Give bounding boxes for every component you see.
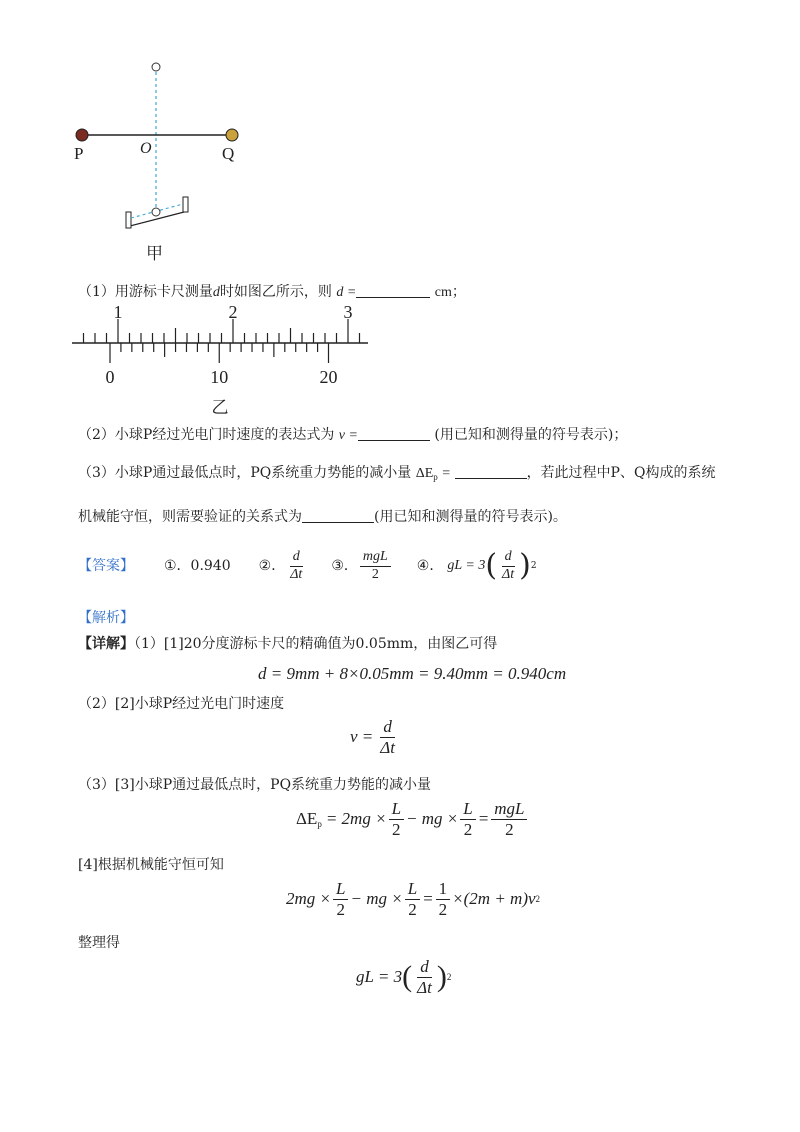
- figure-jia: [60, 55, 260, 275]
- q1-text-before: （1）用游标卡尺测量: [78, 284, 213, 300]
- label-q: Q: [222, 144, 235, 163]
- q1-answer-blank[interactable]: [356, 283, 430, 298]
- q1-lhs: d =: [336, 285, 357, 300]
- label-o: O: [140, 140, 152, 157]
- answer-2-label: ②．: [258, 558, 286, 574]
- answer-3-label: ③．: [331, 558, 358, 574]
- q4-answer-blank[interactable]: [302, 508, 374, 523]
- main-scale-label: 2: [228, 305, 238, 322]
- q3-line2: [78, 508, 567, 524]
- vernier-scale-label: 0: [105, 367, 115, 387]
- vernier-caliper: [70, 305, 380, 420]
- q3-text-before: （3）小球P通过最低点时，PQ系统重力势能的减小量: [78, 465, 412, 481]
- q3-line2-after: (用已知和测得量的符号表示)。: [374, 509, 567, 525]
- q1-line: [78, 283, 466, 300]
- s1-text: （1）[1]20分度游标卡尺的精确值为0.05mm，由图乙可得: [134, 636, 498, 652]
- answer-4-power: 2: [530, 560, 537, 571]
- q3-eq: =: [442, 466, 451, 481]
- q3-line2-before: 机械能守恒，则需要验证的关系式为: [78, 509, 302, 525]
- ball-p: [76, 129, 88, 141]
- s3-equation: $\Delta E_p$ = 2mg × $\frac{L}{2}$ − mg × $\frac{L}{2}$ = $\frac{\text{mgL}}{2}$: [296, 800, 529, 839]
- pivot-bottom-circle: [152, 208, 160, 216]
- main-scale-label: 1: [113, 305, 123, 322]
- q1-var: d: [212, 285, 220, 300]
- s4-equation: 2mg × $\frac{L}{2}$ − mg × $\frac{L}{2}$ = $\frac{1}{2}$ ×(2m + m)v 2: [286, 879, 541, 919]
- q2-lhs: v =: [338, 428, 358, 443]
- q2-answer-blank[interactable]: [358, 426, 430, 441]
- caption-yi: 乙: [211, 398, 229, 418]
- q1-end: ；: [451, 284, 466, 300]
- paren-right: ): [519, 548, 531, 583]
- answer-4-lhs: gL = 3: [447, 558, 486, 573]
- detail-line: [78, 637, 497, 651]
- pivot-top-circle: [152, 63, 160, 71]
- vernier-scale-label: 10: [210, 367, 229, 387]
- answer-3-fraction: $\frac{\text{mgL}}{2}$: [360, 550, 391, 582]
- s1-equation: d = 9mm + 8×0.05mm = 9.40mm = 0.940cm: [258, 664, 567, 683]
- q3-lhs: $\Delta E_p$: [415, 466, 438, 482]
- answer-tag: 【答案】: [78, 558, 134, 574]
- s5-text: 整理得: [78, 935, 120, 951]
- q1-unit: cm: [434, 285, 452, 300]
- q2-text-before: （2）小球P经过光电门时速度的表达式为: [78, 427, 335, 443]
- s4-text: [4]根据机械能守恒可知: [78, 857, 224, 873]
- q3-text-after: ，若此过程中P、Q构成的系统: [526, 465, 716, 481]
- label-p: P: [74, 144, 84, 163]
- answer-row: [78, 544, 537, 588]
- s2-equation: v = $\frac{d}{\Delta t}$: [350, 717, 395, 757]
- caption-jia: 甲: [146, 244, 163, 264]
- ball-q: [226, 129, 238, 141]
- answer-4-fraction: $\frac{d}{\Delta t}$: [502, 548, 515, 582]
- q3-answer-blank[interactable]: [455, 464, 527, 479]
- q1-text-mid: 时如图乙所示，则: [219, 284, 332, 300]
- s3-text: （3）[3]小球P通过最低点时，PQ系统重力势能的减小量: [78, 777, 432, 793]
- answer-1: ①．0.940: [164, 558, 231, 574]
- paren-left: (: [485, 548, 498, 583]
- s2-text: （2）[2]小球P经过光电门时速度: [78, 696, 285, 712]
- detail-tag: 【详解】: [78, 636, 134, 652]
- answer-2-fraction: $\frac{d}{\Delta t}$: [290, 548, 303, 582]
- answer-4-label: ④．: [416, 558, 444, 574]
- q3-line1: [78, 464, 715, 482]
- analysis-tag: 【解析】: [78, 610, 134, 626]
- vernier-scale-label: 20: [319, 367, 338, 387]
- s5-equation: gL = 3 ( $\frac{d}{\Delta t}$ ) 2: [356, 957, 452, 997]
- q2-text-after: (用已知和测得量的符号表示)；: [434, 427, 628, 443]
- main-scale-label: 3: [343, 305, 353, 322]
- q2-line: [78, 426, 627, 443]
